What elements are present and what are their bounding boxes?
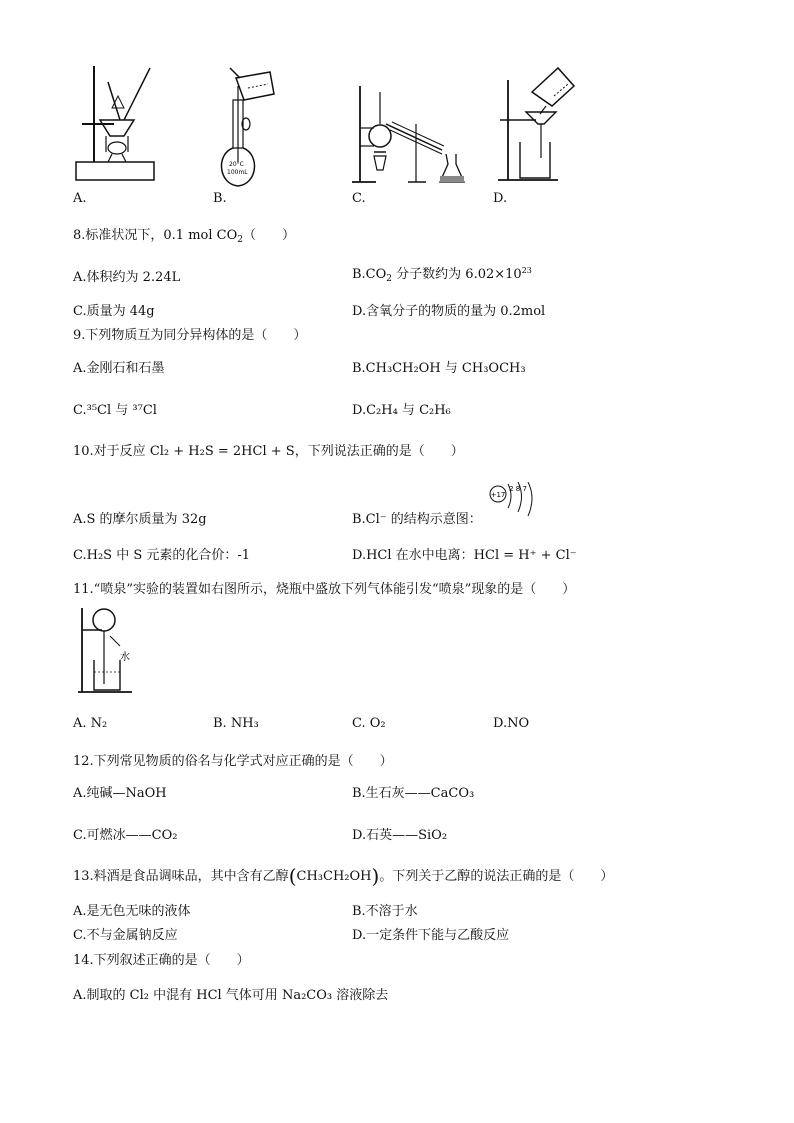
fountain-apparatus-figure [76,606,136,696]
q10-option-b: B.Cl⁻ 的结构示意图： [352,512,482,527]
q10-option-d: D.HCl 在水中电离：HCl = H⁺ + Cl⁻ [352,548,577,563]
q9-option-d: D.C₂H₄ 与 C₂H₆ [352,403,451,418]
q13-stem: 13.料酒是食品调味品，其中含有乙醇(CH₃CH₂OH)。下列关于乙醇的说法正确的是（ ） [73,864,614,888]
q14-stem: 14.下列叙述正确的是（ ） [73,953,250,968]
q9-stem: 9.下列物质互为同分异构体的是（ ） [73,328,307,343]
apparatus-d-label: D. [493,191,508,206]
q10-option-a: A.S 的摩尔质量为 32g [73,512,207,527]
apparatus-b-label: B. [213,191,227,206]
flask-volume-label: 100mL [227,169,248,176]
q11-option-c: C. O₂ [352,716,386,731]
q12-option-c: C.可燃冰——CO₂ [73,828,178,843]
q12-option-d: D.石英——SiO₂ [352,828,448,843]
q13-option-a: A.是无色无味的液体 [73,904,191,919]
q9-option-b: B.CH₃CH₂OH 与 CH₃OCH₃ [352,361,526,376]
apparatus-c-figure [352,84,472,188]
q12-stem: 12.下列常见物质的俗名与化学式对应正确的是（ ） [73,754,393,769]
apparatus-a-label: A. [73,191,87,206]
q10-option-c: C.H₂S 中 S 元素的化合价：-1 [73,548,251,563]
apparatus-d-figure [496,66,576,188]
q8-option-d: D.含氧分子的物质的量为 0.2mol [352,304,546,319]
apparatus-a-figure [72,62,162,187]
q10-stem: 10.对于反应 Cl₂ + H₂S = 2HCl + S，下列说法正确的是（ ） [73,444,464,459]
q11-stem: 11.“喷泉”实验的装置如右图所示，烧瓶中盛放下列气体能引发“喷泉”现象的是（ ） [73,582,576,597]
q11-option-d: D.NO [493,716,530,731]
nucleus-charge: +17 [490,491,506,499]
q13-option-d: D.一定条件下能与乙酸反应 [352,928,510,943]
q11-option-a: A. N₂ [73,716,108,731]
apparatus-c-label: C. [352,191,366,206]
q8-option-b: $B.CO_2$ 分子数约为 $6.02\times 10^{23}$ [352,266,532,284]
q9-option-a: A.金刚石和石墨 [73,361,165,376]
ethanol-formula: CH₃CH₂OH [296,869,372,884]
chloride-ion-structure-diagram [488,482,540,518]
q8-stem: 8.标准状况下，0.1 mol $CO_2$（ ） [73,228,296,245]
q10-equation: Cl₂ + H₂S = 2HCl + S [149,444,295,459]
electron-shells: 2 8 7 [509,485,527,493]
q12-option-a: A.纯碱—NaOH [73,786,167,801]
q8-option-c: C.质量为 44g [73,304,155,319]
q12-option-b: B.生石灰——CaCO₃ [352,786,475,801]
water-label: 水 [120,652,130,663]
q11-option-b: B. NH₃ [213,716,259,731]
flask-temp-label: 20°C [229,161,244,168]
q14-option-a: A.制取的 Cl₂ 中混有 HCl 气体可用 Na₂CO₃ 溶液除去 [73,988,389,1003]
q8-option-a: A.体积约为 2.24L [73,270,181,285]
apparatus-b-figure [218,66,278,190]
q13-option-c: C.不与金属钠反应 [73,928,178,943]
q9-option-c: C.³⁵Cl 与 ³⁷Cl [73,403,157,418]
q13-option-b: B.不溶于水 [352,904,418,919]
